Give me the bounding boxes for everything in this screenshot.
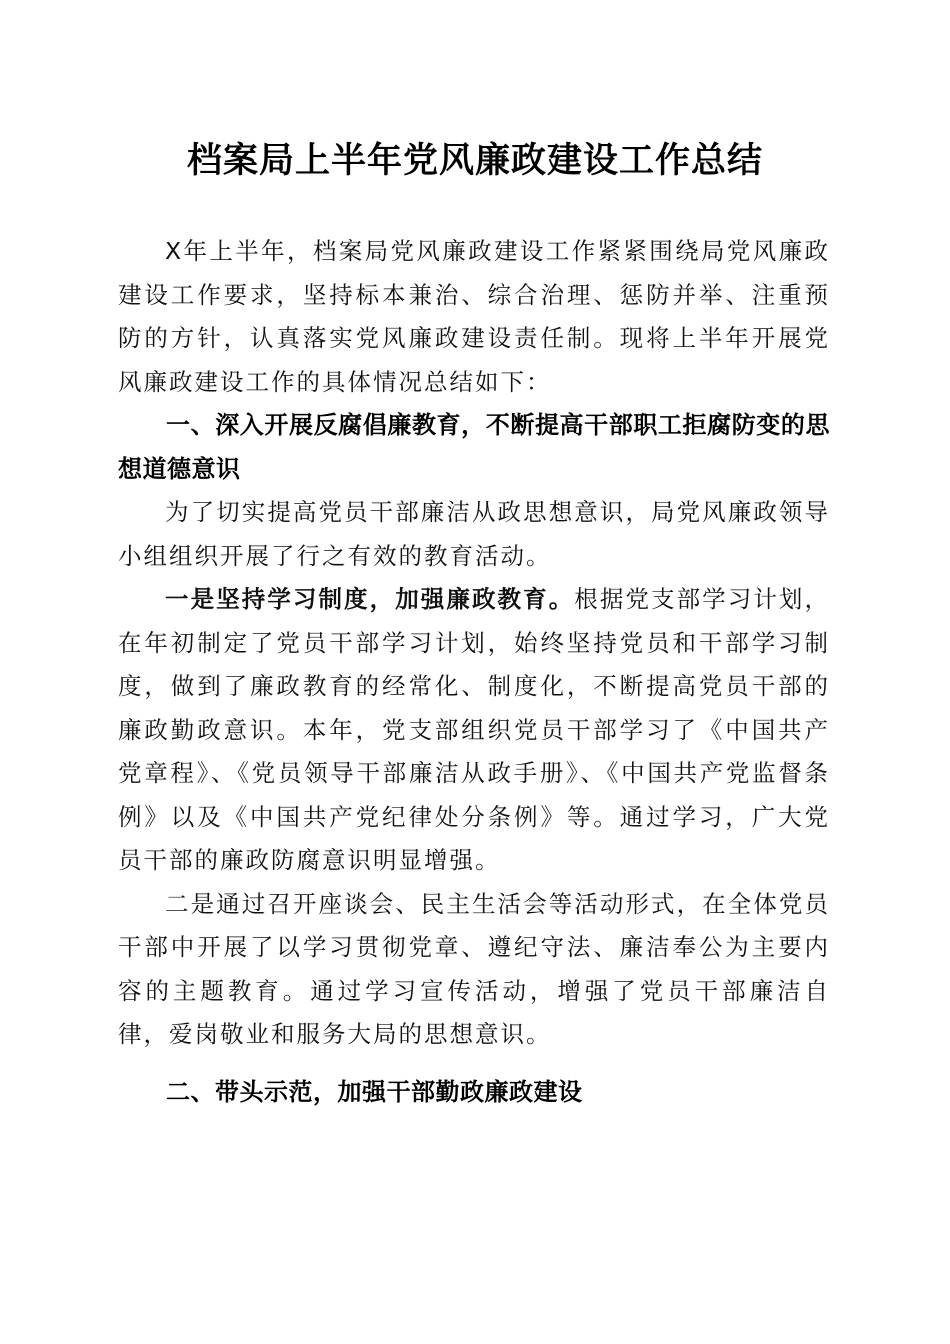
- section-1-heading: 一、深入开展反腐倡廉教育，不断提高干部职工拒腐防变的思想道德意识: [118, 411, 830, 483]
- section-2-heading: 二、带头示范，加强干部勤政廉政建设: [166, 1077, 583, 1106]
- section-1-paragraph-2-rest: 根据党支部学习计划，在年初制定了党员干部学习计划，始终坚持党员和干部学习制度，做到了廉政教育的经常化、制度化，不断提高党员干部的廉政勤政意识。本年，党支部组织党员干部学习了《中国共产党章程》、《党员领导干部廉洁从政手册》、《中国共产党监督条例》以及《中国共产党纪律处分条例》等。通过学习，广大党员干部的廉政防腐意识明显增强。: [118, 585, 831, 874]
- section-1-paragraph-1: 为了切实提高党员干部廉洁从政思想意识，局党风廉政领导小组组织开展了行之有效的教育活动。: [118, 498, 830, 570]
- section-1-paragraph-2-lead: 一是坚持学习制度，加强廉政教育。: [165, 585, 575, 613]
- document-title: 档案局上半年党风廉政建设工作总结: [186, 140, 763, 181]
- section-1-paragraph-2: [118, 578, 830, 883]
- section-1-paragraph-3: 二是通过召开座谈会、民主生活会等活动形式，在全体党员干部中开展了以学习贯彻党章、遵纪守法、廉洁奉公为主要内容的主题教育。通过学习宣传活动，增强了党员干部廉洁自律，爱岗敬业和服务大局的思想意识。: [118, 889, 830, 1048]
- document-body: [118, 230, 830, 1114]
- intro-paragraph: X年上半年，档案局党风廉政建设工作紧紧围绕局党风廉政建设工作要求，坚持标本兼治、综合治理、惩防并举、注重预防的方针，认真落实党风廉政建设责任制。现将上半年开展党风廉政建设工作的具体情况总结如下：: [118, 237, 830, 396]
